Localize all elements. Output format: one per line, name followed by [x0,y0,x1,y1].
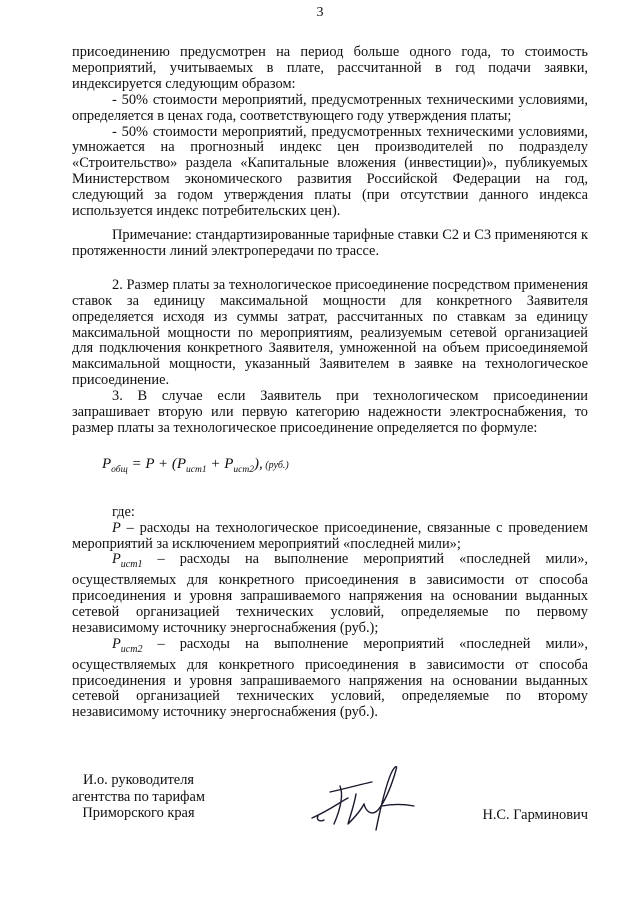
paragraph-note: Примечание: стандартизированные тарифные ставки С2 и С3 применяются к протяженности линий электропередачи по трассе. [72,226,588,259]
paragraph-first-half: - 50% стоимости мероприятий, предусмотренных техническими условиями, определяется в ценах года, соответствующего году утверждения платы; [72,91,588,124]
signatory-line-3: Приморского края [82,805,195,821]
definition-p-ist2: $P_{ист2}$ – расходы на выполнение мероприятий «последней мили», осуществляемых для конкретного присоединения в зависимости от способа присоединения и уровня запрашиваемого напряжения на основании выданных сетевой организацией технических условий, определяемые по второму независимому источнику энергоснабжения (руб.). [72,635,588,721]
signatory-position [72,772,205,822]
definition-p-ist1: $P_{ист1}$ – расходы на выполнение мероприятий «последней мили», осуществляемых для конкретного присоединения в зависимости от способа присоединения и уровня запрашиваемого напряжения на основании выданных сетевой организацией технических условий, определяемые по первому независимому источнику энергоснабжения (руб.); [72,551,588,636]
paragraph-item-3: 3. В случае если Заявитель при технологическом присоединении запрашивает вторую или первую категорию надежности электроснабжения, то размер платы за технологическое присоединение определяется по формуле: [72,388,588,436]
handwritten-signature [300,758,430,838]
signatory-line-1: И.о. руководителя [82,772,194,788]
paragraph-second-half: - 50% стоимости мероприятий, предусмотренных техническими условиями, умножается на прогнозный индекс цен производителей по подразделу «Строительство» раздела «Капитальные вложения (инвестиции)», публикуемых Министерством экономического развития Российской Федерации на год, следующий за годом утверждения платы (при отсутствии данного индекса используется индекс потребительских цен). [72,123,588,220]
paragraph-item-2: 2. Размер платы за технологическое присоединение посредством применения ставок за единицу максимальной мощности для конкретного Заявителя определяется исходя из суммы затрат, рассчитанных по ставкам за единицу максимальной мощности по мероприятиям, реализуемым сетевой организацией для подключения конкретного Заявителя, умноженной на объем присоединяемой максимальной мощности, указанный Заявителем в заявке на технологическое присоединение. [72,276,588,389]
signatory-line-2: агентства по тарифам [72,788,205,805]
paragraph-indexation: присоединению предусмотрен на период больше одного года, то стоимость мероприятий, учитываемых в плате, рассчитанной в год подачи заявки, индексируется следующим образом: [72,44,588,92]
definition-p: P – расходы на технологическое присоединение, связанные с проведением мероприятий за исключением мероприятий «последней мили»; [72,519,588,552]
where-label: где: [112,503,135,520]
signer-name: Н.С. Гарминович [482,807,588,823]
page-number: 3 [316,5,324,20]
payment-formula: $P_{общ} = P + (P_{ист1} + P_{ист2})$, (руб.) [102,455,289,475]
document-body [72,45,588,721]
